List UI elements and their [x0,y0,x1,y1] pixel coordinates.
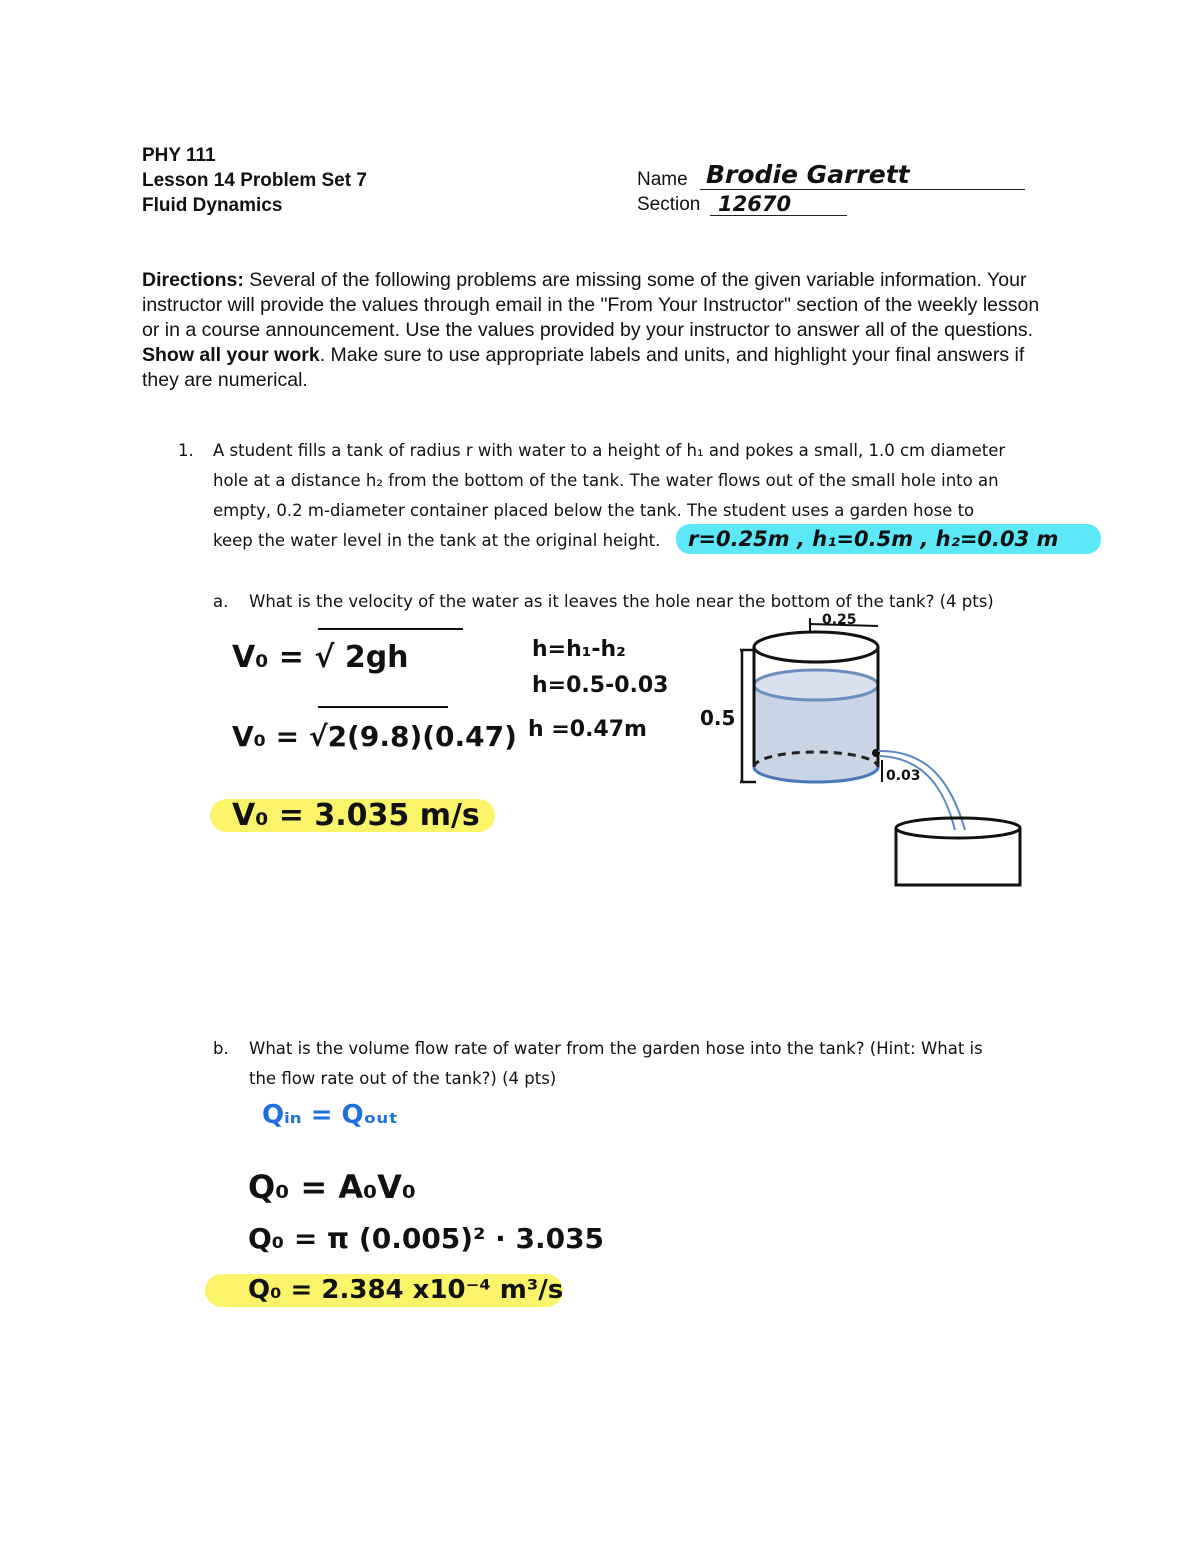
container-rim [896,818,1020,838]
directions-bold: Show all your work [142,344,320,366]
part-b-letter: b. [213,1039,229,1058]
radical-bar-2 [318,706,448,708]
student-name-handwritten: Brodie Garrett [706,160,910,189]
topic-title: Fluid Dynamics [142,195,283,216]
flow-rate-equation-2: Q₀ = π (0.005)² · 3.035 [248,1222,605,1255]
lesson-title: Lesson 14 Problem Set 7 [142,170,367,191]
velocity-answer: V₀ = 3.035 m/s [232,798,480,833]
part-b-question-2: the flow rate out of the tank?) (4 pts) [249,1069,557,1088]
height-calc-2: h=0.5-0.03 [532,673,669,698]
part-a-letter: a. [213,592,229,611]
tank-diagram [690,610,1040,895]
velocity-equation-1: V₀ = √ 2gh [232,640,409,675]
part-b-question-1: What is the volume flow rate of water from the garden hose into the tank? (Hint: What is [249,1039,983,1058]
velocity-equation-2: V₀ = √2(9.8)(0.47) [232,720,517,753]
flow-rate-equation-1: Q₀ = A₀V₀ [248,1168,416,1206]
name-label: Name [637,169,688,190]
section-label: Section [637,194,701,215]
flow-rate-answer: Q₀ = 2.384 x10⁻⁴ m³/s [248,1275,564,1305]
directions-label: Directions: [142,269,244,291]
directions-paragraph [142,268,1042,393]
problem-line-2: hole at a distance h₂ from the bottom of the tank. The water flows out of the small hole into an [213,471,999,490]
section-handwritten: 12670 [718,192,792,216]
problem-line-3: empty, 0.2 m-diameter container placed below the tank. The student uses a garden hose to [213,501,975,520]
flow-equality-note: Qᵢₙ = Qₒᵤₜ [262,1100,399,1130]
problem-line-1: A student fills a tank of radius r with water to a height of h₁ and pokes a small, 1.0 cm diameter [213,441,1006,460]
tank-top [754,632,878,662]
hole-height-label: 0.03 [886,768,921,784]
part-a-question: What is the velocity of the water as it leaves the hole near the bottom of the tank? (4 pts) [249,592,994,611]
directions-text-1: Several of the following problems are missing some of the given variable information. Your instructor will provide the values through email in the "From Your Instructor" section of the weekly lesson or in a course announcement. Use the values provided by your instructor to answer all of the questions. [142,269,1040,341]
problem-line-4: keep the water level in the tank at the original height. [213,531,661,550]
course-code: PHY 111 [142,145,216,166]
radical-bar-1 [318,628,463,630]
height-calc-1: h=h₁-h₂ [532,637,626,662]
height-calc-3: h =0.47m [528,717,647,742]
height-label: 0.5 [700,706,736,730]
directions-text-2: . Make sure to use appropriate labels and units, and highlight your final answers if they are numerical. [142,344,1025,391]
radius-label: 0.25 [822,612,857,628]
given-values: r=0.25m , h₁=0.5m , h₂=0.03 m [688,527,1059,551]
water-surface [754,670,878,700]
problem-number: 1. [178,441,194,460]
